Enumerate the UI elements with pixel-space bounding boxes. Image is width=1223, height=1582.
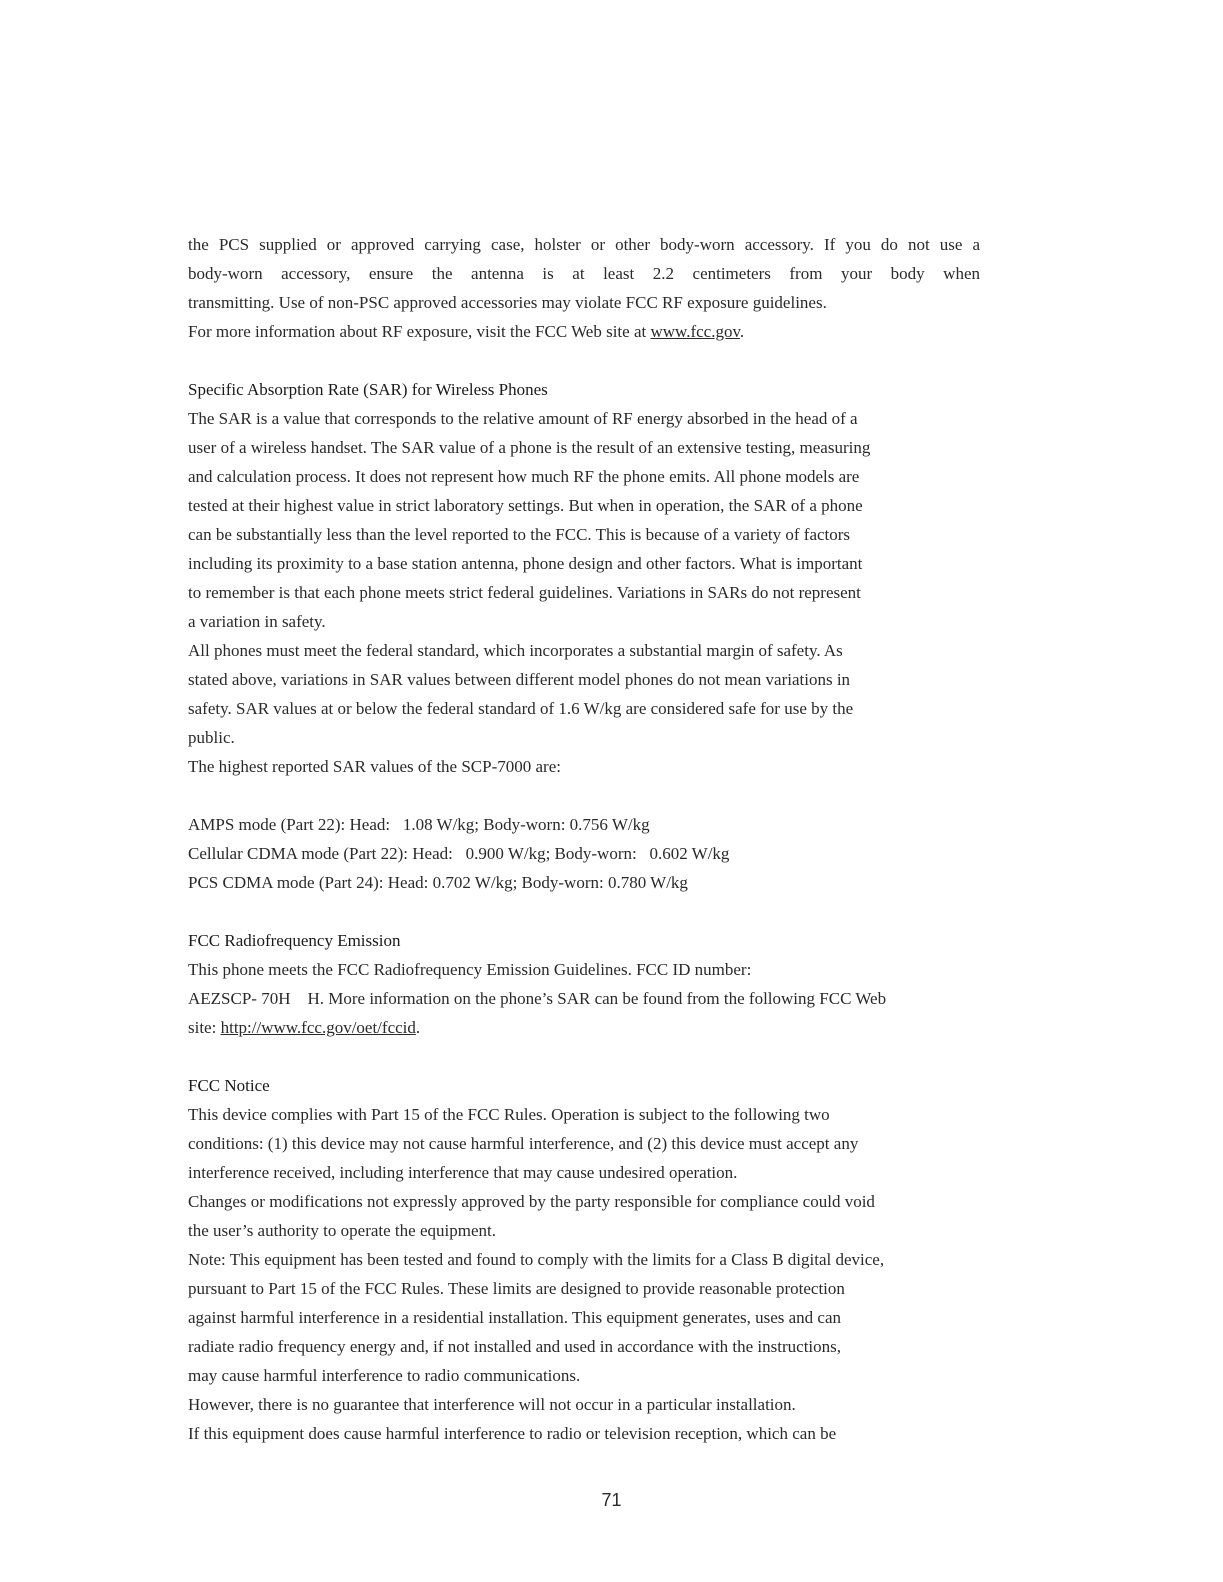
- spacer: [188, 1042, 980, 1071]
- notice-line: conditions: (1) this device may not cause harmful interference, and (2) this device must accept any: [188, 1134, 859, 1153]
- intro-line-4: [188, 317, 980, 346]
- emission-heading: FCC Radiofrequency Emission: [188, 931, 401, 950]
- note-label: Note:: [188, 1250, 226, 1269]
- sar-line: All phones must meet the federal standard, which incorporates a substantial margin of safety. As: [188, 641, 843, 660]
- notice-line: This device complies with Part 15 of the FCC Rules. Operation is subject to the following two: [188, 1105, 830, 1124]
- intro-line-2: body-worn accessory, ensure the antenna is at least 2.2 centimeters from your body when: [188, 264, 980, 283]
- emission-line-1: This phone meets the FCC Radiofrequency Emission Guidelines. FCC ID number:: [188, 960, 752, 979]
- sar-line: public.: [188, 728, 235, 747]
- page-number: 71: [601, 1490, 622, 1510]
- note-line: pursuant to Part 15 of the FCC Rules. These limits are designed to provide reasonable protection: [188, 1279, 845, 1298]
- notice-section: [188, 1071, 980, 1448]
- fcc-gov-link[interactable]: www.fcc.gov: [650, 322, 740, 341]
- spacer: [188, 897, 980, 926]
- sar-line: stated above, variations in SAR values between different model phones do not mean variations in: [188, 670, 851, 689]
- notice-line: the user’s authority to operate the equipment.: [188, 1221, 496, 1240]
- sar-line: and calculation process. It does not represent how much RF the phone emits. All phone models are: [188, 467, 860, 486]
- emission-line-2: AEZSCP- 70H H. More information on the phone’s SAR can be found from the following FCC Web: [188, 989, 887, 1008]
- emission-section: [188, 926, 980, 1042]
- sar-line: tested at their highest value in strict laboratory settings. But when in operation, the SAR of a phone: [188, 496, 863, 515]
- intro-line-4-text: For more information about RF exposure, visit the FCC Web site at: [188, 322, 651, 341]
- emission-line-3-end: .: [415, 1018, 421, 1037]
- emission-line-3: [188, 1013, 980, 1042]
- note-line: may cause harmful interference to radio communications.: [188, 1366, 581, 1385]
- fccid-link[interactable]: http://www.fcc.gov/oet/fccid: [220, 1018, 416, 1037]
- sar-heading: Specific Absorption Rate (SAR) for Wireless Phones: [188, 380, 548, 399]
- intro-paragraph: [188, 230, 980, 346]
- note-line: against harmful interference in a residential installation. This equipment generates, uses and can: [188, 1308, 842, 1327]
- sar-value-pcs-cdma: PCS CDMA mode (Part 24): Head: 0.702 W/kg; Body-worn: 0.780 W/kg: [188, 873, 688, 892]
- intro-line-4-end: .: [739, 322, 745, 341]
- intro-line-3: transmitting. Use of non-PSC approved accessories may violate FCC RF exposure guidelines.: [188, 293, 827, 312]
- intro-line-1: the PCS supplied or approved carrying case, holster or other body-worn accessory. If you do not use a: [188, 235, 980, 254]
- note-line: If this equipment does cause harmful interference to radio or television reception, which can be: [188, 1424, 837, 1443]
- emission-line-3-text: site:: [188, 1018, 221, 1037]
- note-line-1: [188, 1245, 980, 1274]
- notice-line: Changes or modifications not expressly approved by the party responsible for compliance could void: [188, 1192, 875, 1211]
- sar-line: user of a wireless handset. The SAR value of a phone is the result of an extensive testing, measuring: [188, 438, 871, 457]
- sar-line: The highest reported SAR values of the SCP-7000 are:: [188, 757, 561, 776]
- note-text: This equipment has been tested and found to comply with the limits for a Class B digital device,: [225, 1250, 885, 1269]
- sar-value-amps: AMPS mode (Part 22): Head: 1.08 W/kg; Body-worn: 0.756 W/kg: [188, 815, 650, 834]
- sar-section: [188, 375, 980, 897]
- notice-heading: FCC Notice: [188, 1076, 270, 1095]
- note-line: However, there is no guarantee that interference will not occur in a particular installation.: [188, 1395, 796, 1414]
- spacer: [188, 781, 980, 810]
- notice-line: interference received, including interference that may cause undesired operation.: [188, 1163, 738, 1182]
- document-page: [188, 230, 980, 1448]
- note-line: radiate radio frequency energy and, if not installed and used in accordance with the instructions,: [188, 1337, 842, 1356]
- sar-line: to remember is that each phone meets strict federal guidelines. Variations in SARs do not represent: [188, 583, 861, 602]
- sar-line: The SAR is a value that corresponds to the relative amount of RF energy absorbed in the head of a: [188, 409, 858, 428]
- spacer: [188, 346, 980, 375]
- sar-line: can be substantially less than the level reported to the FCC. This is because of a variety of factors: [188, 525, 851, 544]
- sar-line: a variation in safety.: [188, 612, 326, 631]
- sar-value-cellular-cdma: Cellular CDMA mode (Part 22): Head: 0.900 W/kg; Body-worn: 0.602 W/kg: [188, 844, 730, 863]
- sar-line: including its proximity to a base station antenna, phone design and other factors. What is important: [188, 554, 863, 573]
- sar-line: safety. SAR values at or below the federal standard of 1.6 W/kg are considered safe for use by the: [188, 699, 854, 718]
